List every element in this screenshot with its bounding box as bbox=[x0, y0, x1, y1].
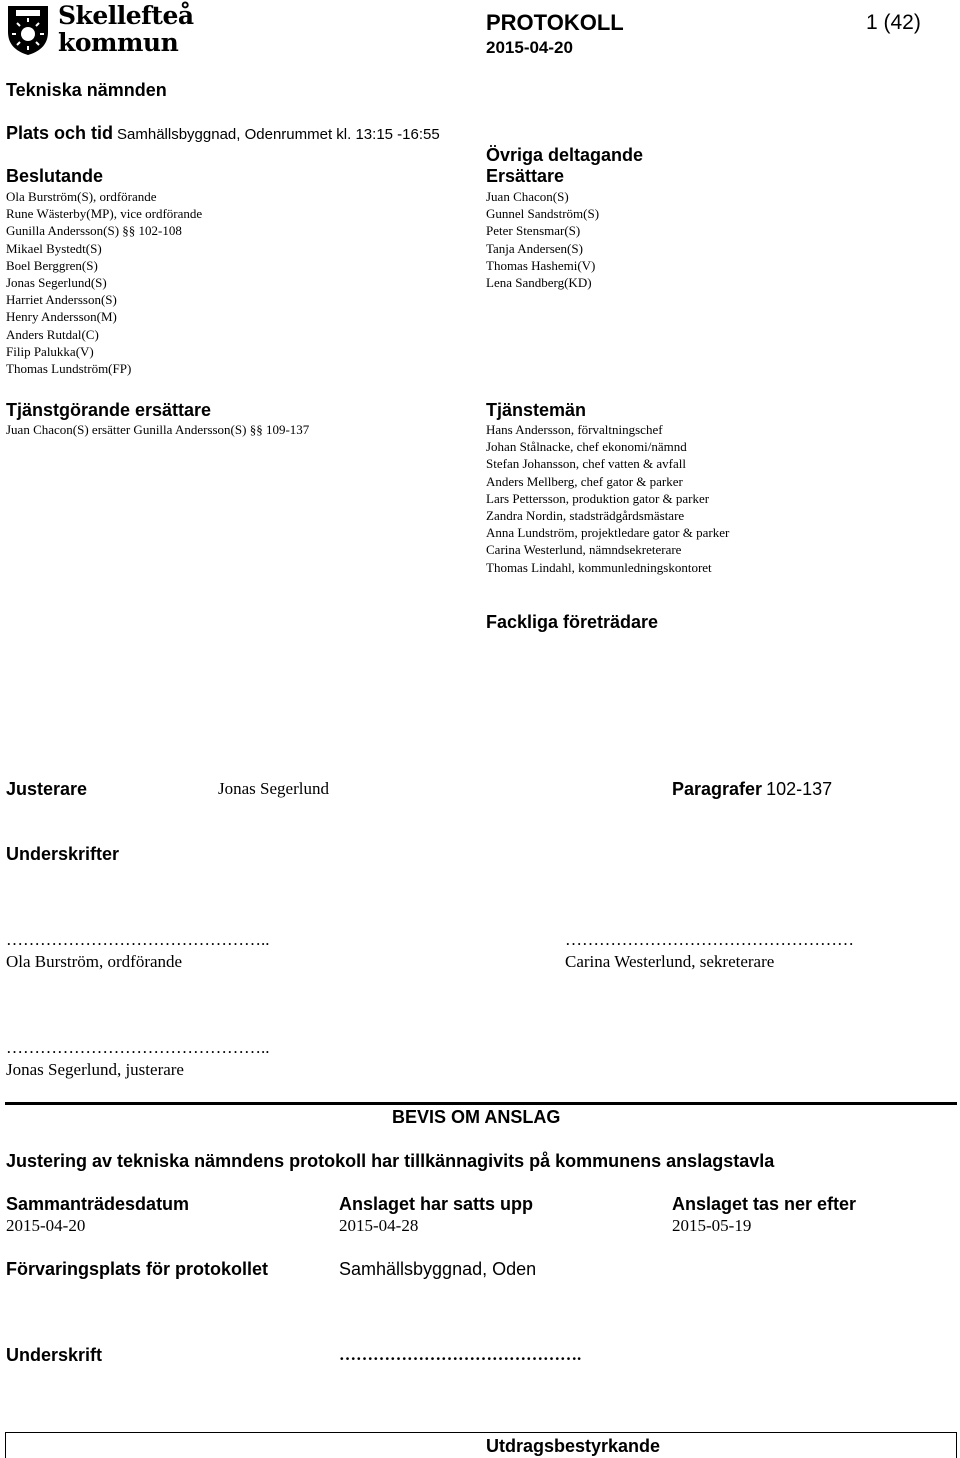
list-item: Lena Sandberg(KD) bbox=[486, 274, 592, 290]
list-item: Anders Mellberg, chef gator & parker bbox=[486, 473, 683, 489]
list-item: Stefan Johansson, chef vatten & avfall bbox=[486, 456, 686, 472]
list-item: Zandra Nordin, stadsträdgårdsmästare bbox=[486, 507, 685, 523]
list-item: Thomas Hashemi(V) bbox=[486, 257, 596, 273]
list-item: Anna Lundström, projektledare gator & parker bbox=[486, 525, 730, 541]
substitutes-list bbox=[486, 188, 599, 291]
posted-value: 2015-04-28 bbox=[339, 1216, 419, 1235]
union-heading: Fackliga företrädare bbox=[486, 612, 659, 632]
signature-line-secretary: …………………………………………… bbox=[565, 930, 854, 949]
signature-line-adjuster: ……………………………………….. bbox=[6, 1038, 270, 1057]
notice-heading: BEVIS OM ANSLAG bbox=[392, 1107, 561, 1127]
committee-name: Tekniska nämnden bbox=[6, 80, 167, 100]
list-item: Lars Pettersson, produktion gator & parker bbox=[486, 490, 710, 506]
municipality-logo bbox=[6, 1, 196, 57]
paragraphs-row bbox=[672, 779, 832, 800]
notice-signature-line: ……………………………………. bbox=[339, 1345, 582, 1364]
storage-value: Samhällsbyggnad, Oden bbox=[339, 1259, 537, 1279]
signature-name-adjuster: Jonas Segerlund, justerare bbox=[6, 1060, 184, 1079]
list-item: Tanja Andersen(S) bbox=[486, 240, 583, 256]
certification-label: Utdragsbestyrkande bbox=[486, 1436, 661, 1456]
adjuster-name: Jonas Segerlund bbox=[218, 779, 329, 798]
signature-line-chair: ……………………………………….. bbox=[6, 930, 270, 949]
paragraphs-value: 102-137 bbox=[766, 779, 833, 799]
list-item: Thomas Lindahl, kommunledningskontoret bbox=[486, 559, 712, 575]
list-item: Gunnel Sandström(S) bbox=[486, 206, 600, 222]
list-item: Henry Andersson(M) bbox=[6, 309, 117, 325]
location-value: Samhällsbyggnad, Odenrummet kl. 13:15 -16:55 bbox=[117, 126, 440, 143]
storage-label: Förvaringsplats för protokollet bbox=[6, 1259, 269, 1279]
list-item: Harriet Andersson(S) bbox=[6, 292, 117, 308]
serving-substitutes-list bbox=[6, 421, 309, 438]
coat-of-arms-icon bbox=[6, 4, 50, 56]
brand-name-line1: Skellefteå bbox=[58, 1, 194, 30]
removed-value: 2015-05-19 bbox=[672, 1216, 752, 1235]
document-date: 2015-04-20 bbox=[486, 38, 573, 57]
officials-list bbox=[486, 421, 729, 576]
list-item: Juan Chacon(S) bbox=[486, 189, 569, 204]
deciding-list bbox=[6, 188, 202, 377]
serving-substitutes-heading: Tjänstgörande ersättare bbox=[6, 400, 212, 420]
removed-label: Anslaget tas ner efter bbox=[672, 1194, 857, 1214]
list-item: Mikael Bystedt(S) bbox=[6, 240, 102, 256]
list-item: Boel Berggren(S) bbox=[6, 257, 98, 273]
location-row bbox=[6, 123, 440, 144]
list-item: Peter Stensmar(S) bbox=[486, 223, 581, 239]
adjuster-label: Justerare bbox=[6, 779, 88, 799]
signature-name-secretary: Carina Westerlund, sekreterare bbox=[565, 952, 775, 971]
list-item: Rune Wästerby(MP), vice ordförande bbox=[6, 206, 203, 222]
notice-divider bbox=[5, 1102, 957, 1105]
substitutes-heading: Ersättare bbox=[486, 166, 565, 186]
signature-name-chair: Ola Burström, ordförande bbox=[6, 952, 183, 971]
list-item: Gunilla Andersson(S) §§ 102-108 bbox=[6, 223, 182, 239]
location-label: Plats och tid bbox=[6, 123, 114, 143]
brand-name-line2: kommun bbox=[58, 28, 179, 57]
page-number: 1 (42) bbox=[866, 11, 921, 34]
signatures-heading: Underskrifter bbox=[6, 844, 120, 864]
signature-label: Underskrift bbox=[6, 1345, 103, 1365]
list-item: Johan Stålnacke, chef ekonomi/nämnd bbox=[486, 439, 687, 455]
list-item: Filip Palukka(V) bbox=[6, 343, 94, 359]
list-item: Ola Burström(S), ordförande bbox=[6, 189, 157, 204]
other-participants-heading: Övriga deltagande bbox=[486, 145, 644, 165]
list-item: Anders Rutdal(C) bbox=[6, 326, 99, 342]
list-item: Carina Westerlund, nämndsekreterare bbox=[486, 542, 682, 558]
list-item: Hans Andersson, förvaltningschef bbox=[486, 422, 663, 437]
meeting-date-value: 2015-04-20 bbox=[6, 1216, 86, 1235]
paragraphs-label: Paragrafer bbox=[672, 779, 763, 799]
meeting-date-label: Sammanträdesdatum bbox=[6, 1194, 190, 1214]
list-item: Juan Chacon(S) ersätter Gunilla Andersson(S) §§ 109-137 bbox=[6, 422, 310, 437]
certification-box bbox=[5, 1432, 957, 1458]
notice-statement: Justering av tekniska nämndens protokoll har tillkännagivits på kommunens anslagstavla bbox=[6, 1151, 775, 1171]
document-type: PROTOKOLL bbox=[486, 10, 624, 35]
deciding-heading: Beslutande bbox=[6, 166, 104, 186]
posted-label: Anslaget har satts upp bbox=[339, 1194, 534, 1214]
list-item: Thomas Lundström(FP) bbox=[6, 360, 132, 376]
list-item: Jonas Segerlund(S) bbox=[6, 274, 107, 290]
officials-heading: Tjänstemän bbox=[486, 400, 587, 420]
